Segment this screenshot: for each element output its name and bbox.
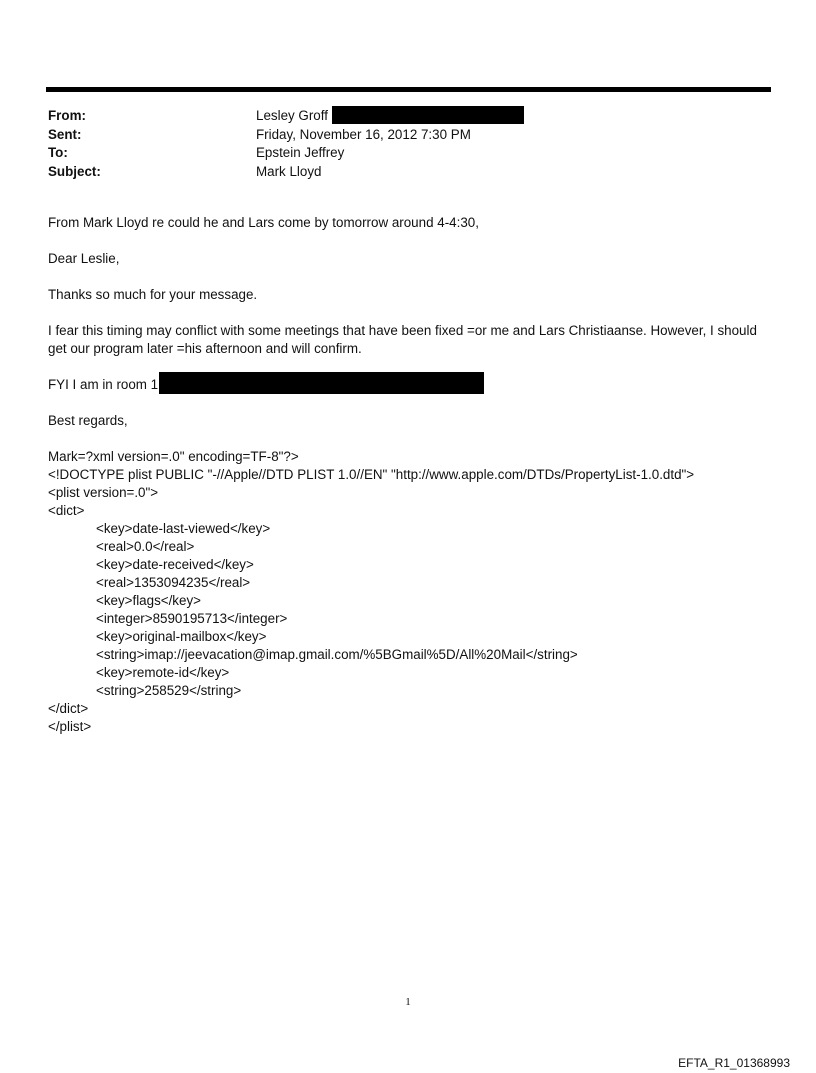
intro-paragraph: From Mark Lloyd re could he and Lars come by tomorrow around 4-4:30, [48, 215, 479, 230]
plist-line: <key>original-mailbox</key> [96, 629, 267, 645]
subject-value: Mark Lloyd [256, 163, 322, 179]
from-value-wrap [256, 107, 524, 126]
plist-line: <dict> [48, 503, 85, 519]
thanks-paragraph: Thanks so much for your message. [48, 287, 258, 302]
plist-block [48, 448, 773, 736]
greeting: Dear Leslie, [48, 251, 120, 266]
redaction-box [159, 372, 484, 394]
to-value: Epstein Jeffrey [256, 145, 345, 160]
plist-line: <string>imap://jeevacation@imap.gmail.com/%5BGmail%5D/All%20Mail</string> [96, 647, 578, 663]
bates-stamp: EFTA_R1_01368993 [678, 1056, 790, 1070]
sent-value: Friday, November 16, 2012 7:30 PM [256, 126, 471, 142]
from-label: From: [48, 108, 86, 123]
page-number: 1 [405, 996, 411, 1008]
plist-line: <key>remote-id</key> [96, 665, 230, 681]
plist-line: <real>1353094235</real> [96, 575, 251, 591]
plist-line: Mark=?xml version=.0" encoding=TF-8"?> [48, 449, 299, 465]
room-text: FYI I am in room 1 [48, 377, 159, 392]
plist-line: <string>258529</string> [96, 683, 242, 699]
email-body [48, 214, 773, 736]
plist-line: </plist> [48, 719, 92, 735]
plist-line: <key>date-last-viewed</key> [96, 521, 271, 537]
header-divider [46, 87, 771, 92]
plist-line: <!DOCTYPE plist PUBLIC "-//Apple//DTD PLIST 1.0//EN" "http://www.apple.com/DTDs/PropertyList-1.0.dtd"> [48, 467, 695, 483]
room-paragraph [48, 376, 773, 394]
plist-line: <real>0.0</real> [96, 539, 195, 555]
plist-line: <key>date-received</key> [96, 557, 254, 573]
closing: Best regards, [48, 413, 128, 429]
redaction-box [332, 106, 524, 124]
plist-line: <key>flags</key> [96, 593, 201, 609]
plist-line: </dict> [48, 701, 89, 717]
plist-line: <plist version=.0"> [48, 485, 159, 501]
from-value: Lesley Groff [256, 108, 328, 123]
subject-label: Subject: [48, 163, 101, 179]
main-paragraph: I fear this timing may conflict with some meetings that have been fixed =or me and Lars Christiaanse. However, I should get our program later =his afternoon and will confirm. [48, 323, 757, 356]
plist-line: <integer>8590195713</integer> [96, 611, 288, 627]
sent-label: Sent: [48, 126, 82, 142]
to-label: To: [48, 145, 68, 160]
